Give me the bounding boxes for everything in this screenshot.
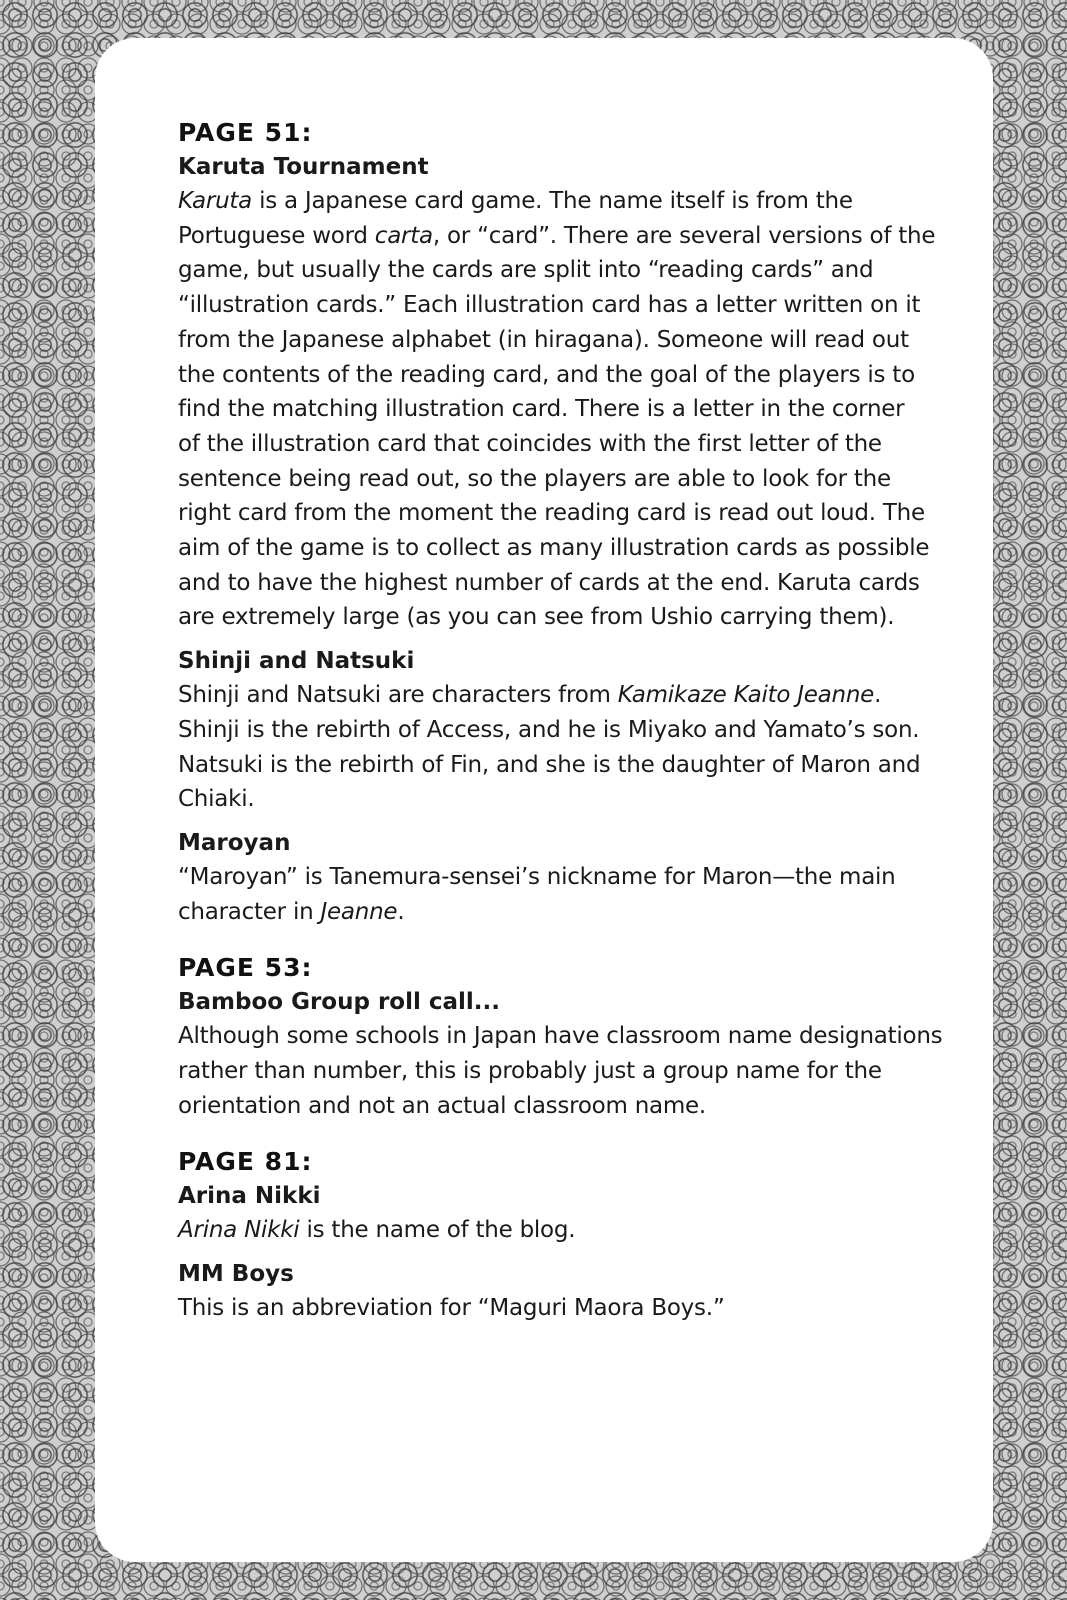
- entry-mm-boys: [178, 1258, 978, 1326]
- glossary-content: [178, 118, 978, 1326]
- entry-body: Karuta is a Japanese card game. The name itself is from the Portuguese word carta, or “card”. There are several versions of the game, but usually the cards are split into “reading cards” and “illustration cards.” Each illustration card has a letter written on it from the Japanese alphabet (in hiragana). Someone will read out the contents of the reading card, and the goal of the players is to find the matching illustration card. There is a letter in the corner of the illustration card that coincides with the first letter of the sentence being read out, so the players are able to look for the right card from the moment the reading card is read out loud. The aim of the game is to collect as many illustration cards as possible and to have the highest number of cards at the end. Karuta cards are extremely large (as you can see from Ushio carrying them).: [178, 188, 936, 631]
- entry-body: “Maroyan” is Tanemura-sensei’s nickname for Maron—the main character in Jeanne.: [178, 863, 896, 925]
- entry-body: Arina Nikki is the name of the blog.: [178, 1217, 576, 1244]
- entry-shinji-and-natsuki: [178, 645, 978, 817]
- entry-bamboo-group: [178, 986, 978, 1123]
- entry-arina-nikki: [178, 1180, 978, 1248]
- entry-karuta-tournament: [178, 151, 978, 635]
- entry-title: Karuta Tournament: [178, 154, 429, 180]
- entry-title: MM Boys: [178, 1261, 294, 1288]
- entry-body: Shinji and Natsuki are characters from Kamikaze Kaito Jeanne. Shinji is the rebirth of Access, and he is Miyako and Yamato’s son. Natsuki is the rebirth of Fin, and she is the daughter of Maron and Chiaki.: [178, 682, 921, 813]
- section-heading-page-51: PAGE 51:: [178, 118, 313, 147]
- entry-body: This is an abbreviation for “Maguri Maora Boys.”: [178, 1295, 725, 1322]
- section-heading-page-81: PAGE 81:: [178, 1147, 313, 1177]
- entry-title: Bamboo Group roll call...: [178, 989, 501, 1016]
- entry-title: Maroyan: [178, 829, 291, 856]
- entry-title: Shinji and Natsuki: [178, 648, 415, 675]
- section-heading-page-53: PAGE 53:: [178, 953, 313, 983]
- entry-title: Arina Nikki: [178, 1183, 321, 1210]
- entry-body: Although some schools in Japan have classroom name designations rather than number, this is probably just a group name for the orientation and not an actual classroom name.: [178, 1023, 943, 1119]
- entry-maroyan: [178, 827, 978, 929]
